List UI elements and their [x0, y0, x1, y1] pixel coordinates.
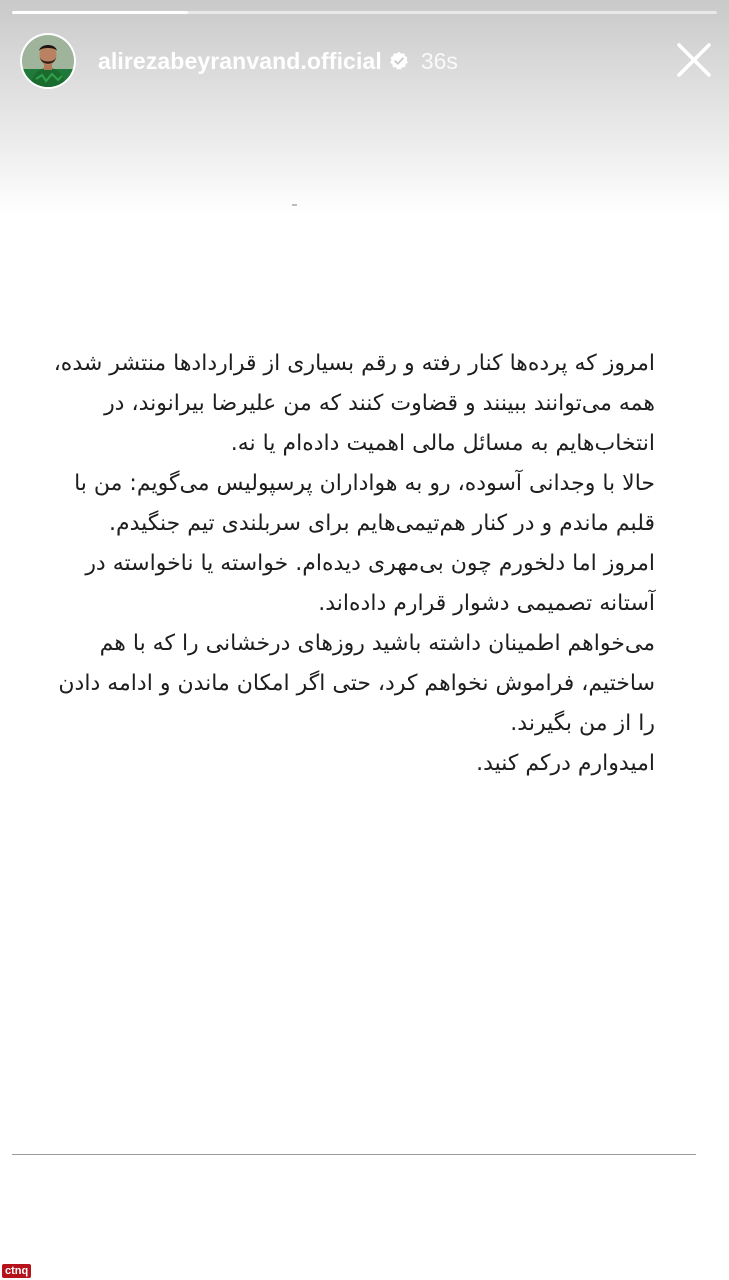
- story-progress-bar: [12, 11, 717, 14]
- watermark-logo: ctnq: [2, 1264, 31, 1278]
- statement-paragraph: می‌خواهم اطمینان داشته باشید روزهای درخشانی را که با هم ساختیم، فراموش نخواهم کرد، حتی اگر امکان ماندن و ادامه دادن را از من بگیرند.: [58, 631, 655, 736]
- statement-text: [50, 344, 655, 784]
- close-icon: [672, 38, 716, 82]
- statement-paragraph: حالا با وجدانی آسوده، رو به هواداران پرسپولیس می‌گویم: من با قلبم ماندم و در کنار هم‌تیمی‌هایم برای سربلندی تیم جنگیدم.: [74, 471, 655, 536]
- story-progress-fill: [12, 11, 188, 14]
- verified-badge-icon: [389, 51, 409, 71]
- story-timestamp: 36s: [420, 47, 458, 74]
- divider: [12, 1154, 696, 1155]
- statement-paragraph: امیدوارم درکم کنید.: [476, 751, 655, 776]
- username[interactable]: alirezabeyranvand.official: [98, 47, 382, 74]
- avatar[interactable]: [20, 33, 76, 89]
- dot-mark: [292, 204, 297, 206]
- close-button[interactable]: [672, 38, 716, 82]
- statement-paragraph: امروز اما دلخورم چون بی‌مهری دیده‌ام. خواسته یا ناخواسته در آستانه تصمیمی دشوار قرارم داده‌اند.: [85, 551, 655, 616]
- story-header: [20, 32, 458, 90]
- statement-paragraph: امروز که پرده‌ها کنار رفته و رقم بسیاری از قراردادها منتشر شده، همه می‌توانند ببینند و قضاوت کنند که من علیرضا بیرانوند، در انتخاب‌هایم به مسائل مالی اهمیت داده‌ام یا نه.: [53, 351, 655, 456]
- avatar-image: [22, 35, 74, 87]
